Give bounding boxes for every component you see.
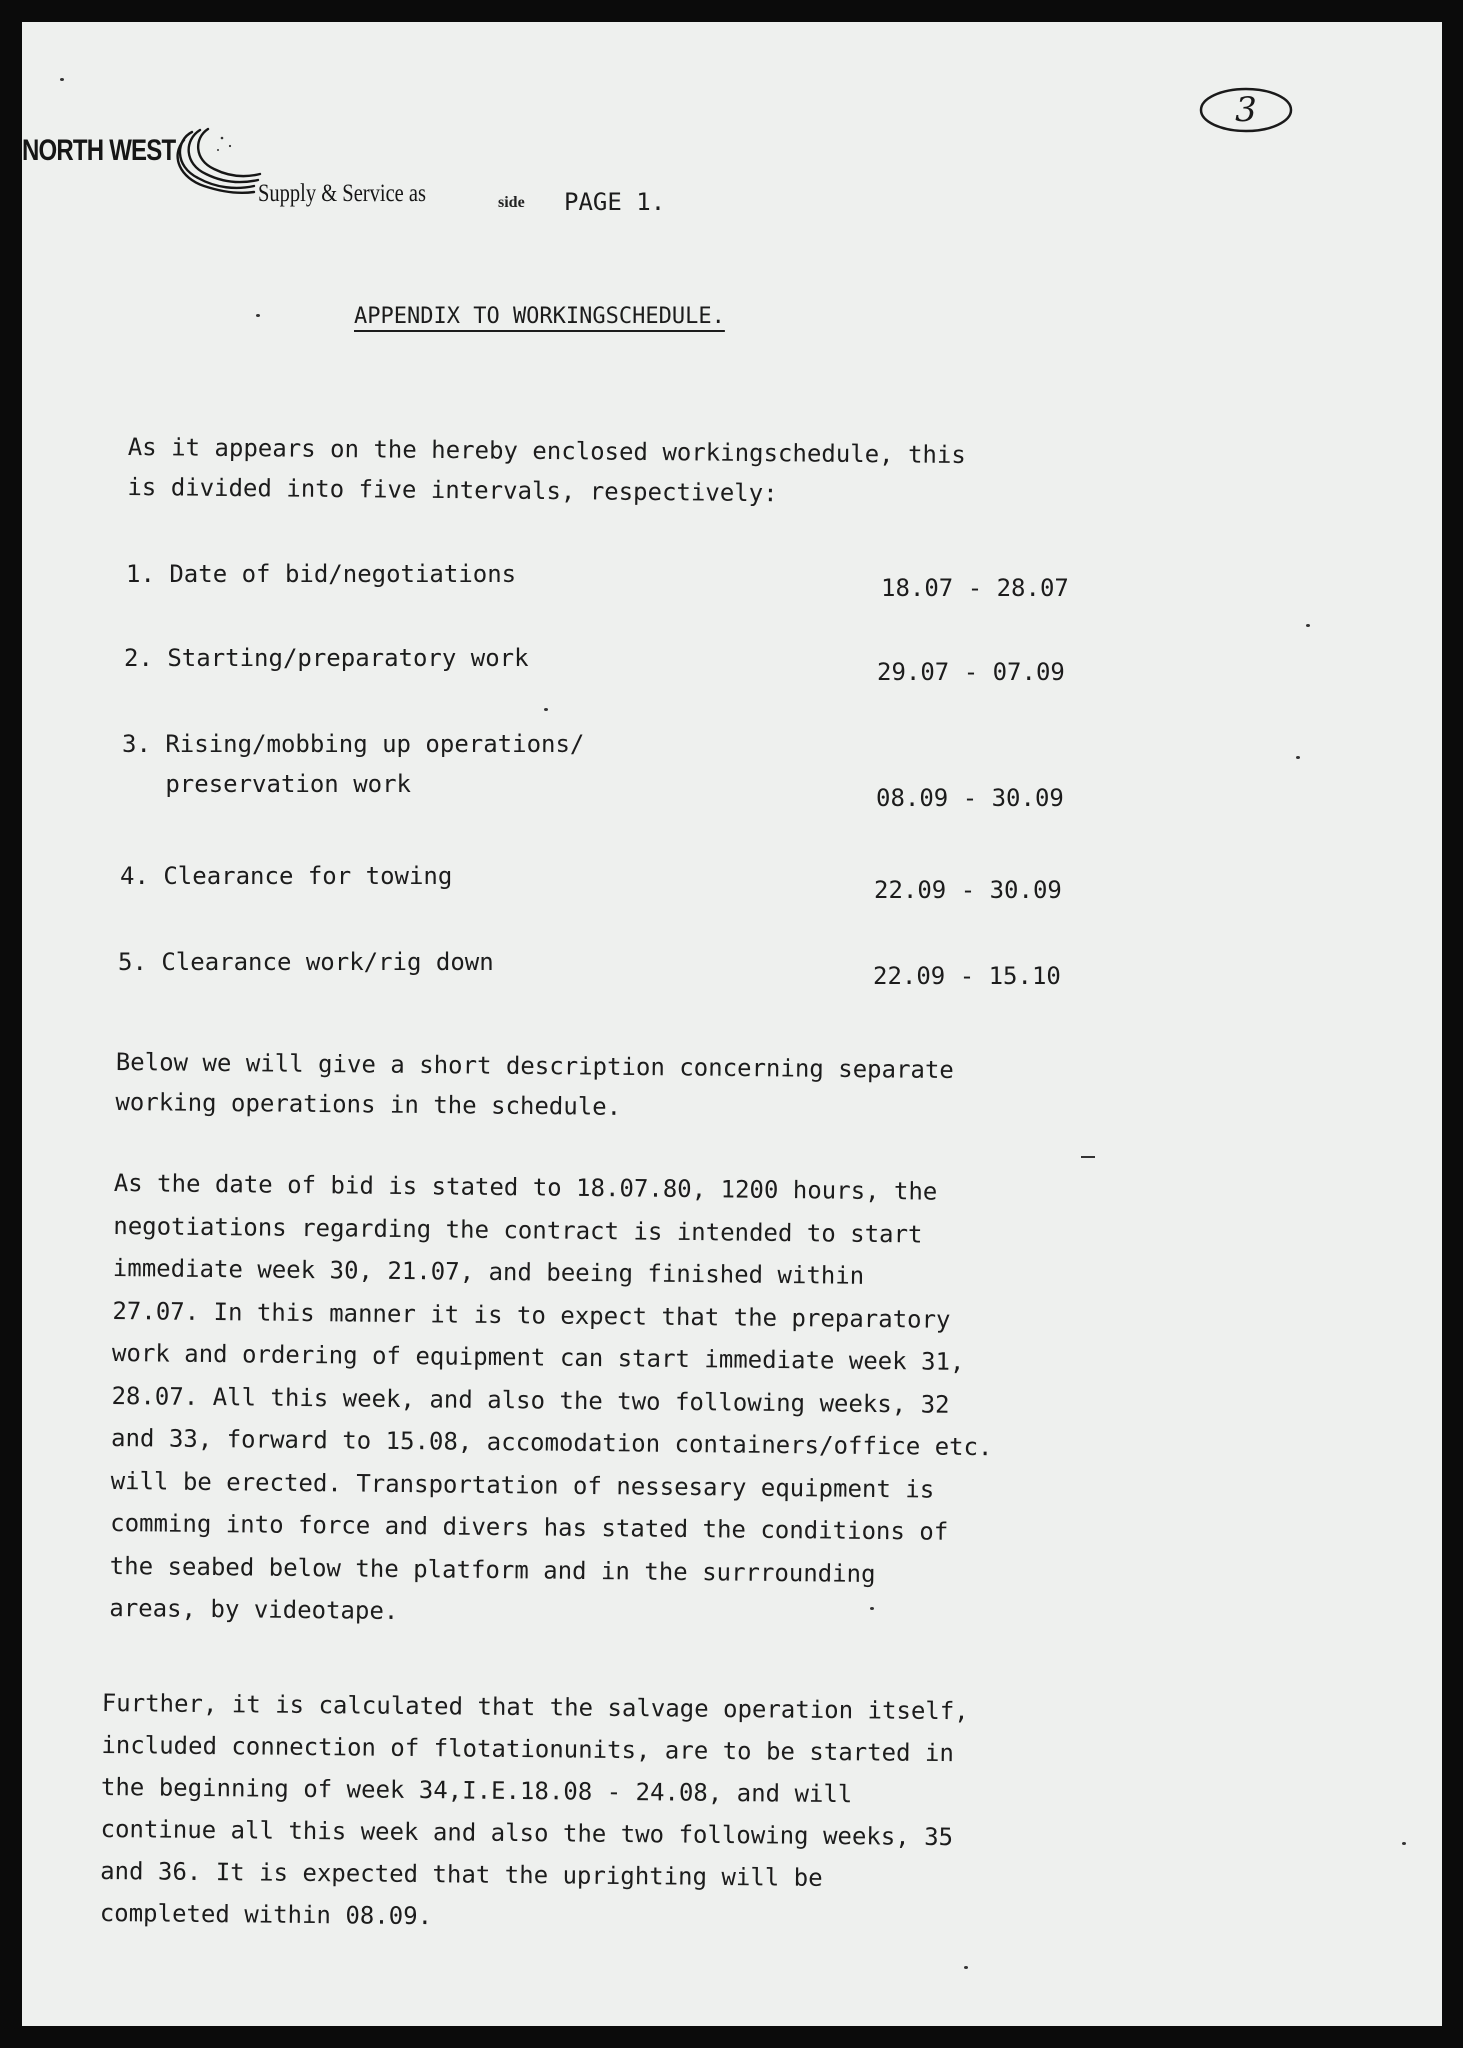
side-label: side (498, 194, 525, 211)
scan-speck (1296, 756, 1300, 759)
intro-paragraph: As it appears on the hereby enclosed workingschedule, this is divided into five intervals, respectively: (127, 432, 966, 508)
schedule-item (120, 856, 1120, 916)
scan-speck (964, 1966, 968, 1969)
letterhead (22, 122, 722, 222)
page-number-mark: 3 (1235, 90, 1257, 130)
scan-speck (1402, 1842, 1406, 1845)
scan-speck (870, 1607, 874, 1610)
paragraph-salvage-operation: Further, it is calculated that the salvage operation itself, included connection of flotationunits, are to be started in the beginning of week 34,I.E.18.08 - 24.08, and will continue all this week and also the two following weeks, 35 and 36. It is expected that the uprighting will be completed within 08.09. (99, 1688, 969, 1931)
schedule-item (118, 942, 1118, 1002)
page-label: PAGE 1. (564, 188, 666, 216)
schedule-item-dates: 22.09 - 30.09 (874, 876, 1062, 904)
schedule-item-label: 2. Starting/preparatory work (124, 644, 529, 672)
company-logo-icon (170, 126, 266, 204)
schedule-item (122, 724, 1122, 824)
schedule-item (126, 554, 1126, 614)
scan-speck (256, 314, 260, 317)
document-page (22, 22, 1442, 2026)
schedule-item-dates: 18.07 - 28.07 (881, 574, 1069, 602)
paragraph-preparatory-work: As the date of bid is stated to 18.07.80, 1200 hours, the negotiations regarding the contract is intended to start immediate week 30, 21.07, and beeing finished within 27.07. In this manner it is to expect that the preparatory work and ordering of equipment can start immediate week 31, 28.07. All this week, and also the two following weeks, 32 and 33, forward to 15.08, accomodation containers/office etc. will be erected. Transportation of nessesary equipment is comming into force and divers has stated the conditions of the seabed below the platform and in the surrrounding areas, by videotape. (109, 1168, 993, 1626)
schedule-item-dates: 08.09 - 30.09 (876, 784, 1064, 812)
scan-speck (60, 78, 64, 81)
company-name: NORTH WEST (22, 134, 176, 167)
scan-speck (1306, 624, 1310, 627)
schedule-item-label: 3. Rising/mobbing up operations/ preservation work (122, 730, 585, 798)
schedule-item-dates: 29.07 - 07.09 (877, 658, 1065, 686)
schedule-item-label: 1. Date of bid/negotiations (126, 560, 517, 588)
paragraph-description: Below we will give a short description concerning separate working operations in the schedule. (115, 1047, 954, 1121)
document-title: APPENDIX TO WORKINGSCHEDULE. (354, 304, 725, 329)
schedule-item-label: 4. Clearance for towing (120, 862, 453, 890)
company-subtitle: Supply & Service as (258, 180, 426, 207)
scan-speck (1081, 1156, 1095, 1158)
schedule-item-dates: 22.09 - 15.10 (873, 962, 1061, 990)
schedule-item-label: 5. Clearance work/rig down (118, 948, 494, 976)
scan-speck (544, 708, 548, 711)
schedule-item (124, 638, 1124, 698)
